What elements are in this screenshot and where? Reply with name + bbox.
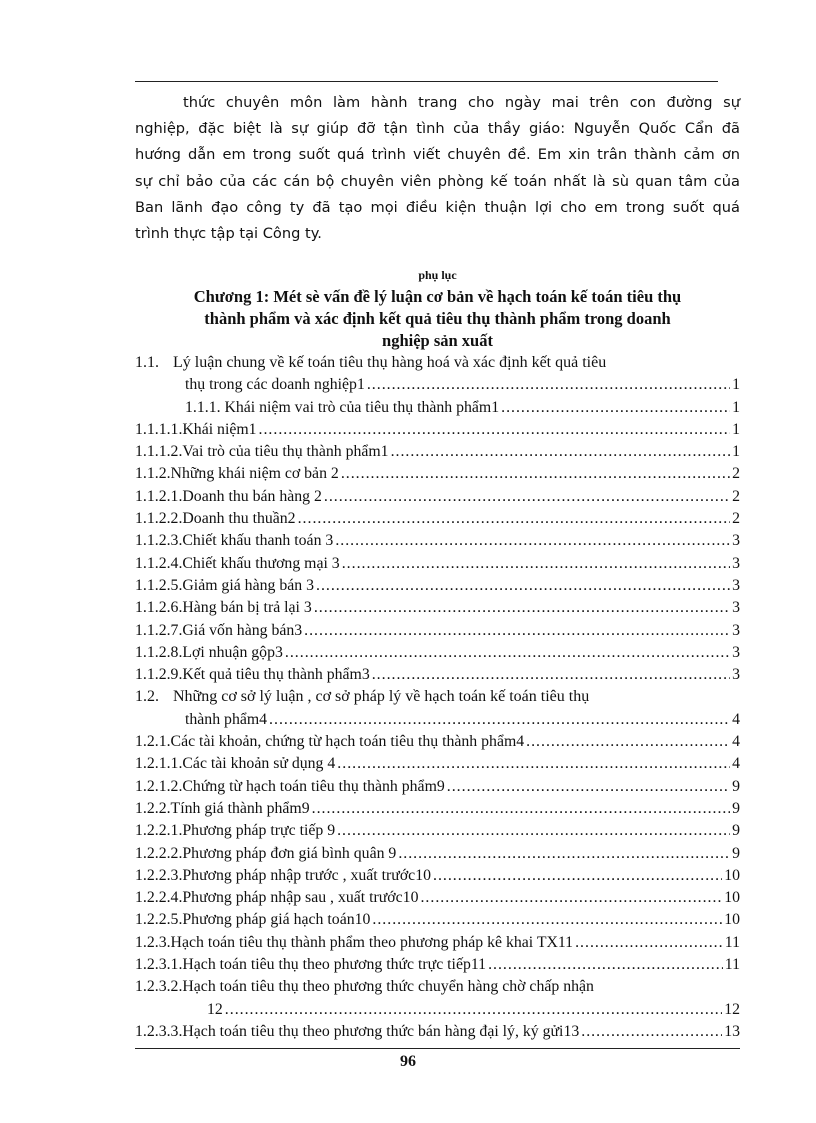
toc-entry-number: 1.1.: [135, 354, 159, 371]
toc-entry-page: 9: [732, 822, 740, 840]
toc-entry[interactable]: [135, 709, 740, 731]
toc-entry-number: 1.2.2.: [135, 799, 171, 817]
toc-entry-page: 1: [732, 420, 740, 438]
toc-leader-dots: [314, 597, 730, 619]
toc-entry-page: 11: [724, 933, 740, 951]
toc-entry-page: 1: [732, 376, 740, 394]
toc-entry-title: Chiết khấu thanh toán 3: [182, 532, 334, 550]
toc-entry-number: 1.1.2.7.: [135, 621, 183, 639]
intro-line: trình thực tập tại Công ty.: [135, 224, 322, 242]
toc-entry[interactable]: [135, 486, 740, 508]
toc-entry-page: 1: [732, 398, 740, 416]
toc-entry-number: 1.2.1.2.: [135, 777, 183, 795]
toc-entry[interactable]: [135, 976, 740, 998]
toc-entry-page: 3: [732, 666, 740, 684]
toc-leader-dots: [447, 776, 730, 798]
toc-entry-page: 10: [724, 911, 740, 929]
toc-leader-dots: [420, 887, 722, 909]
toc-entry-title: thành phẩm4: [185, 710, 268, 728]
toc-entry-page: 2: [732, 510, 740, 528]
toc-entry-number: 1.1.1.1.: [135, 420, 183, 438]
toc-entry[interactable]: [135, 374, 740, 396]
toc-entry-title: Hạch toán tiêu thụ thành phẩm theo phương pháp kê khai TX11: [170, 933, 574, 951]
chapter-heading-line: nghiệp sản xuất: [382, 331, 493, 350]
toc-entry[interactable]: [135, 820, 740, 842]
toc-entry-title: Phương pháp trực tiếp 9: [182, 822, 336, 840]
toc-entry-title: Doanh thu bán hàng 2: [182, 487, 322, 505]
toc-entry-title: Phương pháp nhập sau , xuất trước10: [182, 889, 419, 907]
toc-leader-dots: [269, 709, 730, 731]
toc-entry[interactable]: [135, 463, 740, 485]
toc-entry[interactable]: [135, 753, 740, 775]
toc-entry-number: 1.1.2.3.: [135, 532, 183, 550]
intro-paragraph: [135, 90, 740, 247]
toc-leader-dots: [433, 865, 722, 887]
toc-entry-number: 1.2.2.5.: [135, 911, 183, 929]
toc-entry-title: 12: [207, 1000, 223, 1018]
toc-leader-dots: [488, 954, 723, 976]
toc-entry[interactable]: [135, 508, 740, 530]
toc-entry-page: 9: [732, 799, 740, 817]
toc-entry-page: 3: [732, 621, 740, 639]
toc-entry-page: 2: [732, 465, 740, 483]
toc-leader-dots: [337, 820, 730, 842]
toc-leader-dots: [225, 999, 722, 1021]
toc-entry-page: 12: [724, 1000, 740, 1018]
toc-leader-dots: [324, 486, 730, 508]
toc-leader-dots: [312, 798, 730, 820]
toc-entry[interactable]: [135, 887, 740, 909]
toc-leader-dots: [398, 843, 730, 865]
intro-line: nghiệp, đặc biệt là sự giúp đỡ tận tình của thầy giáo: Nguyễn Quốc Cẩn đã: [135, 120, 740, 138]
toc-entry-title: Những cơ sở lý luận , cơ sở pháp lý về hạch toán kế toán tiêu thụ: [173, 688, 590, 706]
toc-entry-page: 4: [732, 733, 740, 751]
toc-entry[interactable]: [135, 530, 740, 552]
page-number: 96: [400, 1053, 416, 1070]
toc-entry-title: Tính giá thành phẩm9: [170, 799, 310, 817]
toc-entry-title: Chứng từ hạch toán tiêu thụ thành phẩm9: [182, 777, 445, 795]
toc-entry-title: thụ trong các doanh nghiệp1: [185, 376, 365, 394]
toc-entry-number: 1.1.2.8.: [135, 643, 183, 661]
toc-entry-number: 1.2.2.4.: [135, 889, 183, 907]
toc-entry[interactable]: [135, 419, 740, 441]
chapter-heading-line: thành phẩm và xác định kết quả tiêu thụ thành phẩm trong doanh: [204, 309, 671, 328]
toc-leader-dots: [575, 932, 723, 954]
toc-entry-title: Các tài khoản, chứng từ hạch toán tiêu thụ thành phẩm4: [170, 733, 525, 751]
toc-entry[interactable]: [135, 575, 740, 597]
toc-entry[interactable]: [135, 664, 740, 686]
intro-line: sự chỉ bảo của các cán bộ chuyên viên phòng kế toán nhất là sù quan tâm của: [135, 172, 740, 190]
toc-entry-number: 1.2.2.2.: [135, 844, 183, 862]
toc-entry[interactable]: [135, 909, 740, 931]
toc-entry-title: Kết quả tiêu thụ thành phẩm3: [182, 666, 370, 684]
toc-entry[interactable]: [135, 597, 740, 619]
toc-entry-number: 1.2.3.1.: [135, 956, 183, 974]
table-of-contents: [135, 352, 740, 1043]
toc-entry-number: 1.1.2.9.: [135, 666, 183, 684]
toc-entry-title: Hạch toán tiêu thụ theo phương thức bán hàng đại lý, ký gửi13: [182, 1022, 580, 1040]
toc-entry-title: Giảm giá hàng bán 3: [182, 576, 314, 594]
toc-leader-dots: [316, 575, 730, 597]
toc-entry-title: Hạch toán tiêu thụ theo phương thức chuyển hàng chờ chấp nhận: [182, 978, 594, 996]
toc-entry-title: Hạch toán tiêu thụ theo phương thức trực tiếp11: [182, 956, 487, 974]
toc-entry[interactable]: [135, 999, 740, 1021]
toc-entry[interactable]: [135, 865, 740, 887]
toc-leader-dots: [372, 664, 730, 686]
intro-line: thức chuyên môn làm hành trang cho ngày mai trên con đường sự: [183, 94, 740, 111]
toc-entry-number: 1.2.2.1.: [135, 822, 183, 840]
toc-leader-dots: [342, 553, 730, 575]
toc-entry-number: 1.2.3.3.: [135, 1022, 183, 1040]
toc-entry[interactable]: [135, 843, 740, 865]
toc-entry-number: 1.2.3.: [135, 933, 171, 951]
toc-entry-number: 1.1.2.4.: [135, 554, 183, 572]
toc-entry-number: 1.1.2.2.: [135, 510, 183, 528]
toc-entry[interactable]: [135, 798, 740, 820]
toc-entry-page: 13: [724, 1022, 740, 1040]
toc-entry-page: 3: [732, 532, 740, 550]
toc-entry-number: 1.1.2.1.: [135, 487, 183, 505]
header-rule: [135, 81, 718, 82]
toc-entry-title: Doanh thu thuần2: [182, 510, 296, 528]
toc-entry[interactable]: [135, 932, 740, 954]
toc-entry[interactable]: [135, 686, 740, 708]
appendix-title: phụ lục: [418, 268, 457, 282]
toc-leader-dots: [337, 753, 730, 775]
toc-leader-dots: [501, 397, 730, 419]
toc-leader-dots: [259, 419, 731, 441]
toc-entry-page: 4: [732, 710, 740, 728]
toc-entry-page: 1: [732, 443, 740, 461]
toc-leader-dots: [581, 1021, 722, 1043]
toc-entry[interactable]: [135, 441, 740, 463]
toc-entry-page: 3: [732, 599, 740, 617]
toc-entry-number: 1.1.2.: [135, 465, 171, 483]
chapter-heading: [135, 286, 740, 352]
intro-line: Ban lãnh đạo công ty đã tạo mọi điều kiện thuận lợi cho em trong suốt quá: [135, 198, 740, 216]
toc-entry[interactable]: [135, 776, 740, 798]
toc-leader-dots: [372, 909, 722, 931]
toc-entry[interactable]: [135, 553, 740, 575]
toc-leader-dots: [341, 463, 730, 485]
toc-entry-page: 11: [724, 956, 740, 974]
toc-entry-number: 1.1.2.5.: [135, 576, 183, 594]
toc-leader-dots: [285, 642, 730, 664]
toc-entry-page: 9: [732, 844, 740, 862]
toc-entry-title: Giá vốn hàng bán3: [182, 621, 303, 639]
toc-entry-title: Lý luận chung về kế toán tiêu thụ hàng hoá và xác định kết quả tiêu: [173, 354, 607, 371]
toc-entry-title: Những khái niệm cơ bản 2: [170, 465, 339, 483]
intro-line: hướng dẫn em trong suốt quá trình viết chuyên đề. Em xin trân thành cảm ơn: [135, 146, 740, 164]
toc-leader-dots: [335, 530, 730, 552]
toc-entry-number: 1.1.2.6.: [135, 599, 183, 617]
toc-entry[interactable]: [135, 1021, 740, 1043]
toc-entry-title: Khái niệm1: [182, 420, 257, 438]
toc-entry-title: Lợi nhuận gộp3: [182, 643, 283, 661]
toc-entry-page: 10: [724, 866, 740, 884]
toc-leader-dots: [526, 731, 730, 753]
toc-entry[interactable]: [135, 352, 740, 374]
toc-entry-number: 1.1.1.2.: [135, 443, 183, 461]
toc-leader-dots: [367, 374, 730, 396]
toc-entry-title: 1.1.1. Khái niệm vai trò của tiêu thụ thành phẩm1: [185, 398, 500, 416]
toc-entry[interactable]: [135, 620, 740, 642]
toc-leader-dots: [298, 508, 731, 530]
toc-entry-number: 1.2.: [135, 688, 159, 706]
footer-rule: [135, 1048, 740, 1049]
toc-entry-page: 3: [732, 576, 740, 594]
toc-entry-page: 4: [732, 755, 740, 773]
toc-entry-page: 2: [732, 487, 740, 505]
toc-entry-number: 1.2.2.3.: [135, 866, 183, 884]
toc-entry[interactable]: [135, 954, 740, 976]
toc-entry[interactable]: [135, 731, 740, 753]
toc-entry[interactable]: [135, 397, 740, 419]
toc-entry-number: 1.2.3.2.: [135, 978, 183, 996]
toc-entry-title: Chiết khấu thương mại 3: [182, 554, 340, 572]
toc-entry-page: 3: [732, 554, 740, 572]
chapter-heading-line: Chương 1: Mét sè vấn đề lý luận cơ bản về hạch toán kế toán tiêu thụ: [193, 287, 682, 306]
toc-entry-page: 3: [732, 643, 740, 661]
toc-entry-title: Phương pháp đơn giá bình quân 9: [182, 844, 397, 862]
toc-leader-dots: [391, 441, 731, 463]
toc-entry-number: 1.2.1.: [135, 733, 171, 751]
toc-entry-title: Hàng bán bị trả lại 3: [182, 599, 312, 617]
toc-entry[interactable]: [135, 642, 740, 664]
toc-entry-page: 10: [724, 889, 740, 907]
toc-entry-title: Vai trò của tiêu thụ thành phẩm1: [182, 443, 389, 461]
toc-entry-title: Các tài khoản sử dụng 4: [182, 755, 336, 773]
toc-entry-title: Phương pháp nhập trước , xuất trước10: [182, 866, 431, 884]
toc-entry-title: Phương pháp giá hạch toán10: [182, 911, 371, 929]
toc-entry-number: 1.2.1.1.: [135, 755, 183, 773]
toc-entry-page: 9: [732, 777, 740, 795]
toc-leader-dots: [304, 620, 730, 642]
